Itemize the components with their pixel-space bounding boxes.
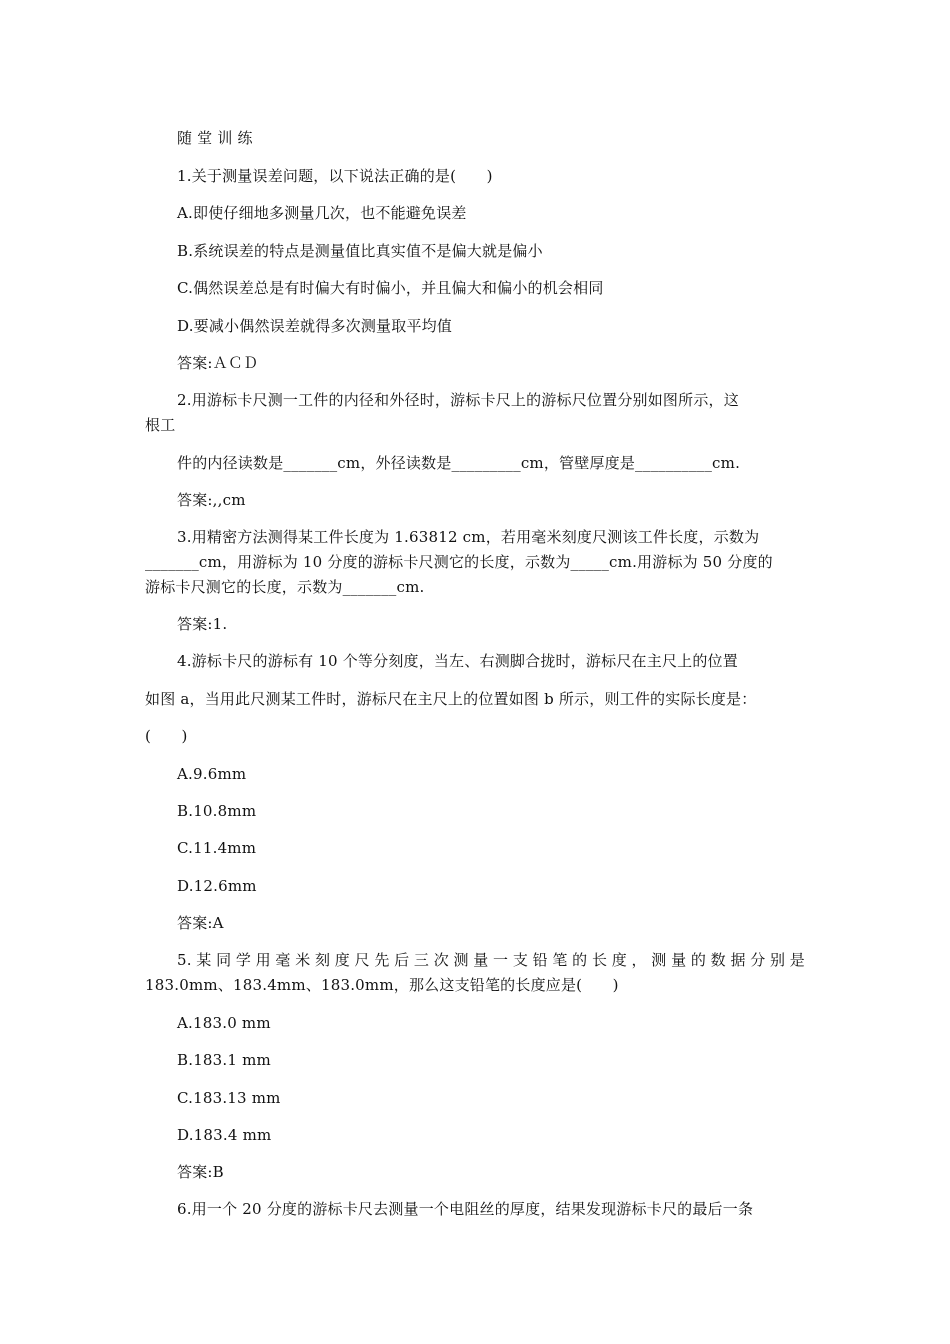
q4-answer: 答案:A <box>177 914 224 932</box>
q1-option-c: C.偶然误差总是有时偏大有时偏小，并且偏大和偏小的机会相同 <box>177 279 604 297</box>
q2-stem-line3: 件的内径读数是_______cm，外径读数是_________cm，管壁厚度是__________cm. <box>177 454 741 472</box>
q2-stem-line1: 2.用游标卡尺测一工件的内径和外径时，游标卡尺上的游标尺位置分别如图所示，这 <box>177 391 739 409</box>
q2-stem-line2: 根工 <box>145 416 176 434</box>
q4-option-b: B.10.8mm <box>177 802 257 820</box>
q2-answer: 答案:,,cm <box>177 491 246 509</box>
q5-option-d: D.183.4 mm <box>177 1126 272 1144</box>
q4-option-a: A.9.6mm <box>177 765 247 783</box>
q3-stem-line3: 游标卡尺测它的长度，示数为_______cm. <box>145 578 425 596</box>
q3-stem-line2: _______cm，用游标为 10 分度的游标卡尺测它的长度，示数为_____cm.用游标为 50 分度的 <box>145 553 773 571</box>
q3-answer: 答案:1. <box>177 615 228 633</box>
q1-option-d: D.要减小偶然误差就得多次测量取平均值 <box>177 317 453 335</box>
q1-stem: 1.关于测量误差问题，以下说法正确的是( ) <box>177 167 493 185</box>
q5-option-a: A.183.0 mm <box>177 1014 271 1032</box>
q5-stem-line2: 183.0mm、183.4mm、183.0mm，那么这支铅笔的长度应是( ) <box>145 976 619 994</box>
q1-answer: 答案:ＡＣＤ <box>177 354 259 372</box>
q5-option-c: C.183.13 mm <box>177 1089 281 1107</box>
q4-option-d: D.12.6mm <box>177 877 257 895</box>
q1-option-b: B.系统误差的特点是测量值比真实值不是偏大就是偏小 <box>177 242 543 260</box>
q5-option-b: B.183.1 mm <box>177 1051 271 1069</box>
q5-answer: 答案:B <box>177 1163 224 1181</box>
q4-option-c: C.11.4mm <box>177 839 257 857</box>
q1-option-a: A.即使仔细地多测量几次，也不能避免误差 <box>177 204 467 222</box>
q5-stem-line1: 5.某同学用毫米刻度尺先后三次测量一支铅笔的长度，测量的数据分别是 <box>177 951 805 969</box>
q4-stem-line1: 4.游标卡尺的游标有 10 个等分刻度，当左、右测脚合拢时，游标尺在主尺上的位置 <box>177 652 738 670</box>
section-heading: 随 堂 训 练 <box>177 129 253 147</box>
q6-stem-line1: 6.用一个 20 分度的游标卡尺去测量一个电阻丝的厚度，结果发现游标卡尺的最后一条 <box>177 1200 754 1218</box>
q4-stem-line2: 如图 a，当用此尺测某工件时，游标尺在主尺上的位置如图 b 所示，则工件的实际长度是： <box>145 690 757 708</box>
q3-stem-line1: 3.用精密方法测得某工件长度为 1.63812 cm，若用毫米刻度尺测该工件长度，示数为 <box>177 528 760 546</box>
q4-stem-line3: ( ) <box>145 727 188 745</box>
